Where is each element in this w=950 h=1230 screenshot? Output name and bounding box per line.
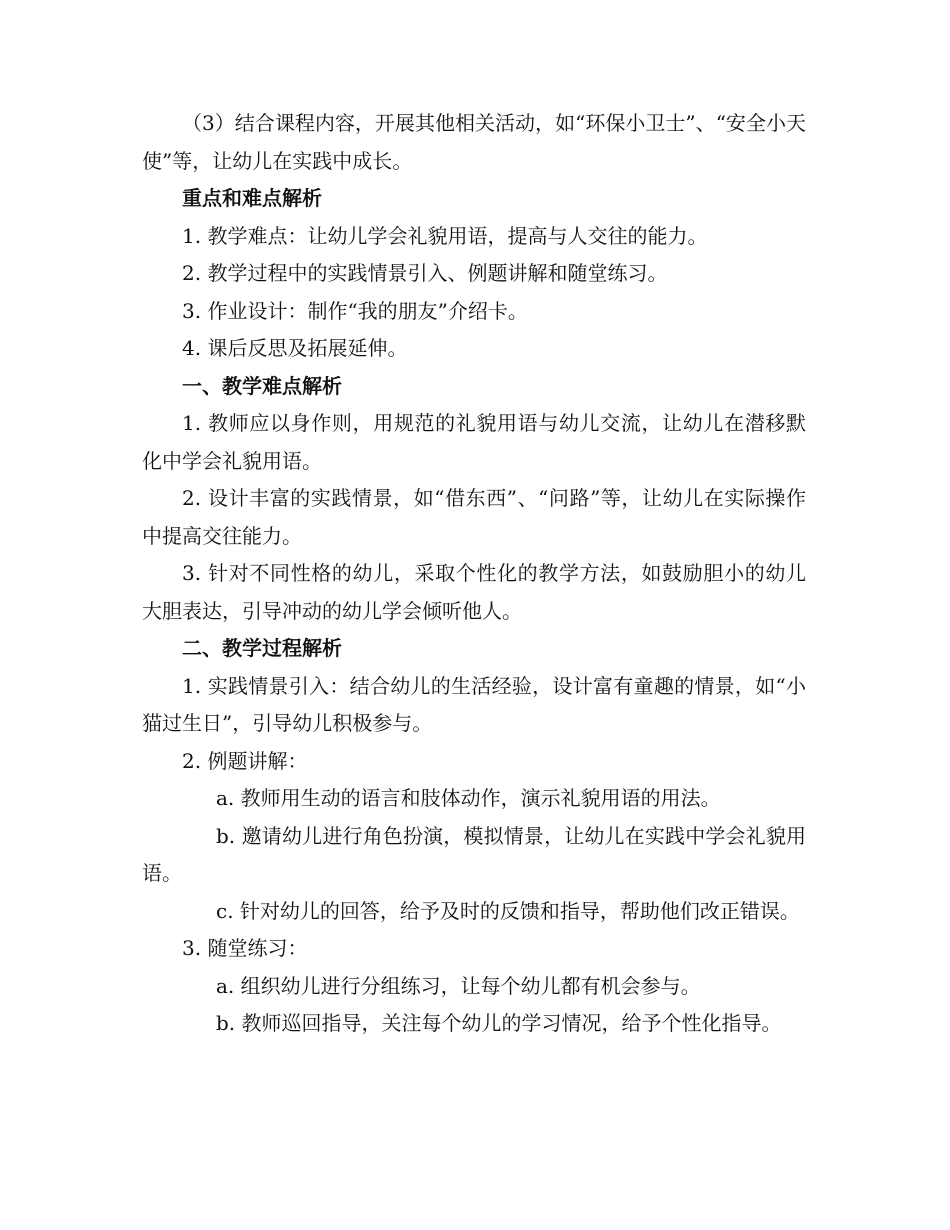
paragraph-process: 2. 教学过程中的实践情景引入、例题讲解和随堂练习。 [182, 261, 668, 285]
paragraph-scenario-intro: 1. 实践情景引入：结合幼儿的生活经验，设计富有童趣的情景，如“小猫过生日”，引导幼儿积极参与。 [142, 673, 806, 735]
paragraph-example-explanation: 2. 例题讲解： [182, 748, 308, 773]
paragraph-teacher-example: 1. 教师应以身作则，用规范的礼貌用语与幼儿交流，让幼儿在潜移默化中学会礼貌用语。 [142, 411, 806, 473]
sub-item-c-feedback: c. 针对幼儿的回答，给予及时的反馈和指导，帮助他们改正错误。 [216, 898, 800, 923]
heading-key-difficult-points: 重点和难点解析 [182, 186, 322, 210]
paragraph-reflection: 4. 课后反思及拓展延伸。 [182, 336, 408, 360]
sub-item-b-guidance: b. 教师巡回指导，关注每个幼儿的学习情况，给予个性化指导。 [216, 1011, 782, 1035]
paragraph-difficulty: 1. 教学难点：让幼儿学会礼貌用语，提高与人交往的能力。 [182, 223, 708, 248]
sub-item-a-demo: a. 教师用生动的语言和肢体动作，演示礼貌用语的用法。 [216, 786, 721, 810]
paragraph-individualized: 3. 针对不同性格的幼儿，采取个性化的教学方法，如鼓励胆小的幼儿大胆表达，引导冲动的幼儿学会倾听他人。 [142, 561, 806, 623]
heading-process-analysis: 二、教学过程解析 [182, 636, 342, 660]
sub-item-b-roleplay: b. 邀请幼儿进行角色扮演，模拟情景，让幼儿在实践中学会礼貌用语。 [142, 823, 806, 885]
heading-difficulty-analysis: 一、教学难点解析 [182, 373, 342, 398]
paragraph-activities: （3）结合课程内容，开展其他相关活动，如“环保小卫士”、“安全小天使”等，让幼儿在实践中成长。 [142, 111, 806, 173]
paragraph-homework: 3. 作业设计：制作“我的朋友”介绍卡。 [182, 298, 528, 323]
paragraph-practice-scenarios: 2. 设计丰富的实践情景，如“借东西”、“问路”等，让幼儿在实际操作中提高交往能力。 [142, 486, 806, 548]
document-body [142, 105, 806, 1043]
sub-item-a-group: a. 组织幼儿进行分组练习，让每个幼儿都有机会参与。 [216, 973, 701, 998]
paragraph-class-practice: 3. 随堂练习： [182, 936, 308, 960]
